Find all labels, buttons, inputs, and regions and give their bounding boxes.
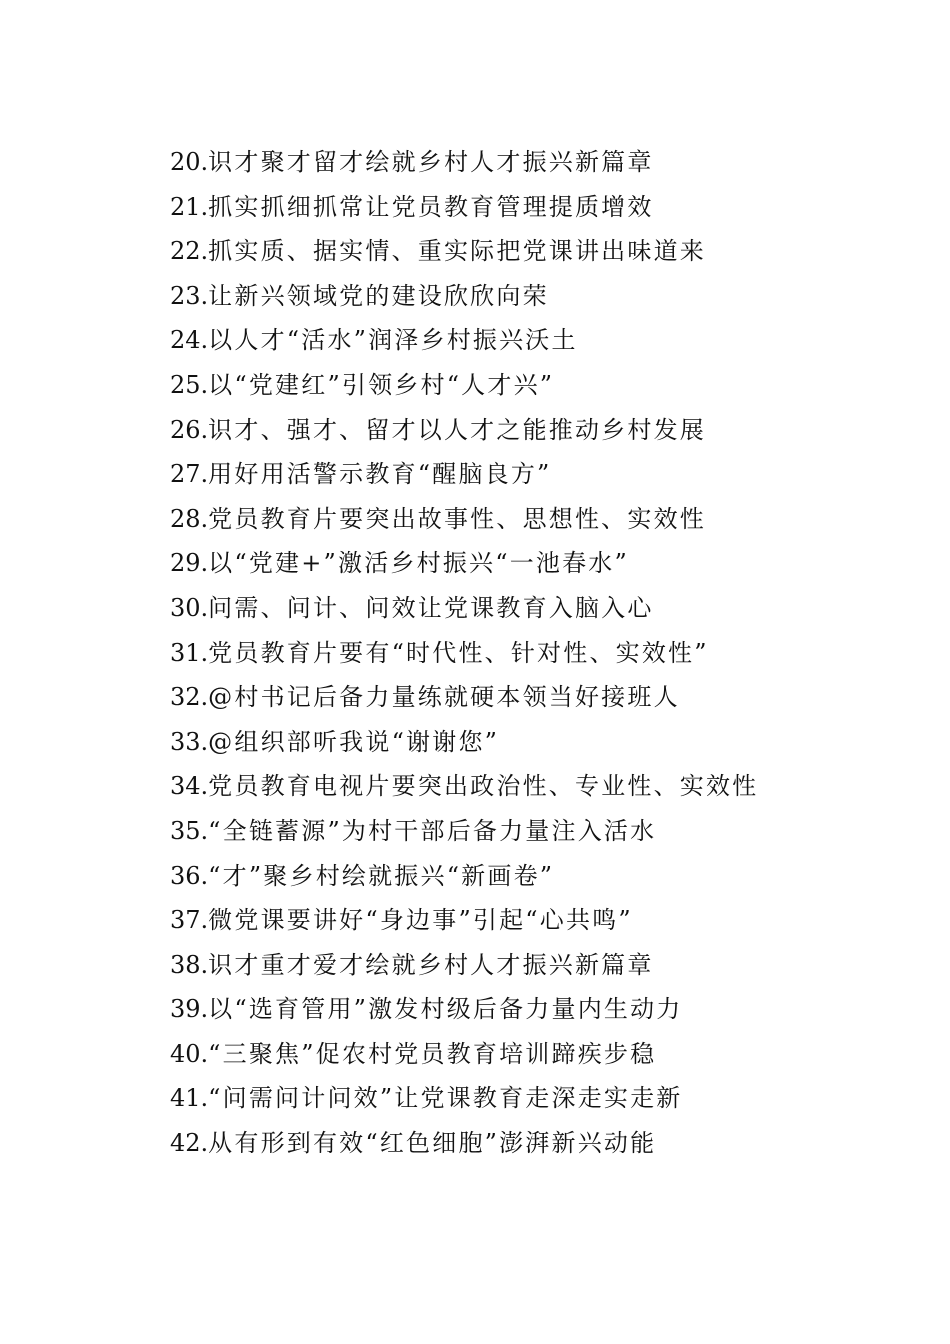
list-item: [170, 1121, 890, 1166]
list-item: [170, 809, 890, 854]
item-number: 30.: [170, 593, 209, 622]
list-item: [170, 363, 890, 408]
item-number: 37.: [170, 906, 209, 935]
item-number: 35.: [170, 816, 209, 845]
item-number: 22.: [170, 237, 209, 266]
item-title: 以人才“活水”润泽乡村振兴沃土: [208, 326, 578, 355]
item-title: 党员教育片要有“时代性、针对性、实效性”: [208, 638, 709, 667]
list-item: [170, 452, 890, 497]
title-list: [170, 140, 890, 1166]
item-title: “全链蓄源”为村干部后备力量注入活水: [208, 816, 657, 845]
item-title: 党员教育片要突出故事性、思想性、实效性: [208, 504, 706, 533]
item-number: 23.: [170, 281, 209, 310]
item-title: 抓实抓细抓常让党员教育管理提质增效: [208, 192, 654, 221]
list-item: [170, 720, 890, 765]
list-item: [170, 541, 890, 586]
item-title: 识才、强才、留才以人才之能推动乡村发展: [208, 415, 706, 444]
item-title: 识才重才爱才绘就乡村人才振兴新篇章: [208, 950, 654, 979]
item-number: 32.: [170, 683, 209, 712]
item-title: @村书记后备力量练就硬本领当好接班人: [208, 683, 680, 712]
list-item: [170, 898, 890, 943]
list-item: [170, 274, 890, 319]
list-item: [170, 631, 890, 676]
list-item: [170, 586, 890, 631]
list-item: [170, 854, 890, 899]
item-title: “问需问计问效”让党课教育走深走实走新: [208, 1084, 683, 1113]
item-number: 31.: [170, 638, 209, 667]
list-item: [170, 229, 890, 274]
item-number: 36.: [170, 861, 209, 890]
item-title: “三聚焦”促农村党员教育培训蹄疾步稳: [208, 1039, 657, 1068]
list-item: [170, 185, 890, 230]
item-number: 41.: [170, 1084, 209, 1113]
list-item: [170, 987, 890, 1032]
list-item: [170, 764, 890, 809]
item-title: 问需、问计、问效让党课教育入脑入心: [208, 593, 654, 622]
list-item: [170, 943, 890, 988]
list-item: [170, 408, 890, 453]
item-title: 微党课要讲好“身边事”引起“心共鸣”: [208, 906, 633, 935]
item-title: 以“党建红”引领乡村“人才兴”: [208, 370, 555, 399]
item-number: 38.: [170, 950, 209, 979]
item-title: 以“党建+”激活乡村振兴“一池春水”: [208, 549, 629, 578]
item-number: 20.: [170, 148, 209, 176]
item-number: 24.: [170, 326, 209, 355]
item-title: “才”聚乡村绘就振兴“新画卷”: [208, 861, 555, 890]
item-title: 从有形到有效“红色细胞”澎湃新兴动能: [208, 1129, 657, 1158]
item-number: 29.: [170, 549, 209, 578]
item-title: 抓实质、据实情、重实际把党课讲出味道来: [208, 237, 706, 266]
item-title: 识才聚才留才绘就乡村人才振兴新篇章: [208, 148, 654, 176]
item-title: 用好用活警示教育“醒脑良方”: [208, 460, 552, 489]
list-item: [170, 318, 890, 363]
item-number: 40.: [170, 1039, 209, 1068]
item-number: 27.: [170, 460, 209, 489]
item-title: 让新兴领域党的建设欣欣向荣: [208, 281, 549, 310]
item-title: 以“选育管用”激发村级后备力量内生动力: [208, 995, 683, 1024]
item-title: @组织部听我说“谢谢您”: [208, 727, 500, 756]
list-item: [170, 1076, 890, 1121]
list-item: [170, 497, 890, 542]
list-item: [170, 1032, 890, 1077]
item-title: 党员教育电视片要突出政治性、专业性、实效性: [208, 772, 759, 801]
list-item: [170, 140, 890, 185]
item-number: 39.: [170, 995, 209, 1024]
item-number: 26.: [170, 415, 209, 444]
item-number: 34.: [170, 772, 209, 801]
item-number: 28.: [170, 504, 209, 533]
item-number: 42.: [170, 1129, 209, 1158]
item-number: 33.: [170, 727, 209, 756]
list-item: [170, 675, 890, 720]
item-number: 21.: [170, 192, 209, 221]
item-number: 25.: [170, 370, 209, 399]
